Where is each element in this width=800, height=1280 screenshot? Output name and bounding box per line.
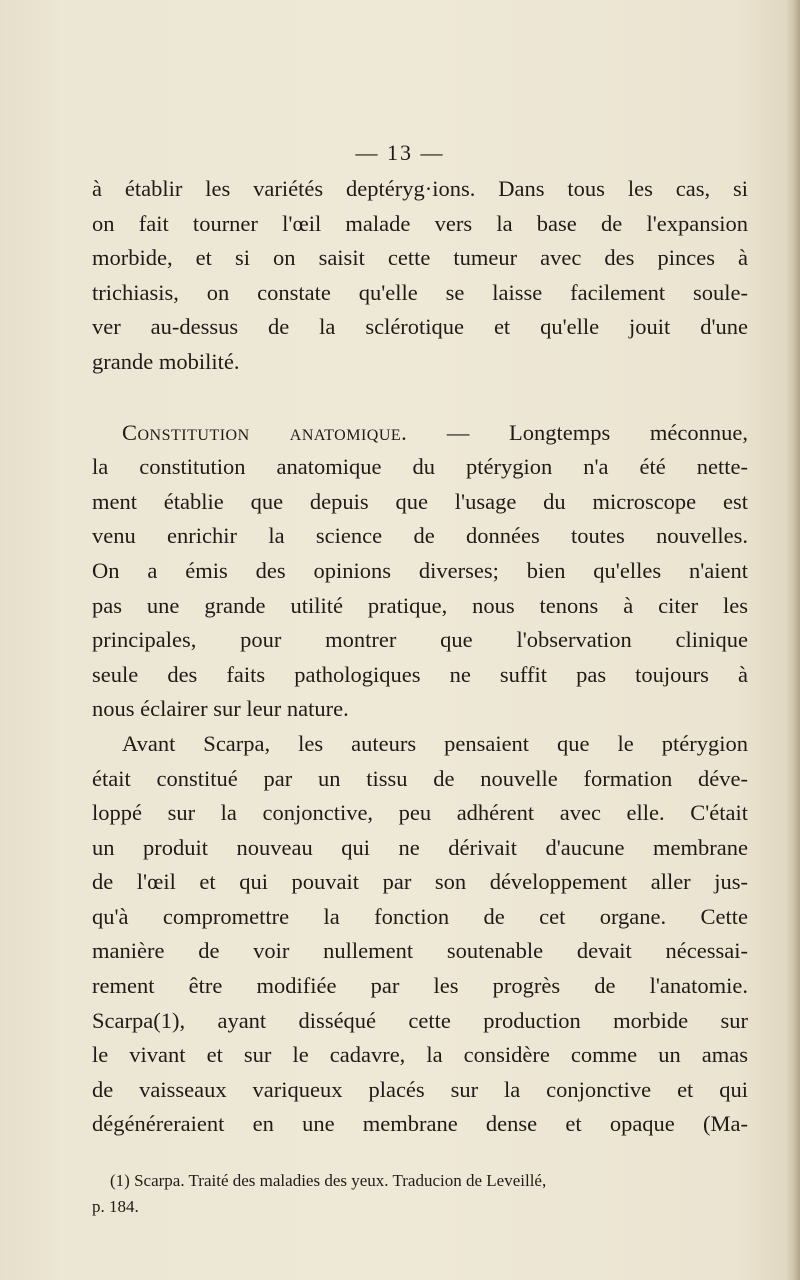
page-number: — 13 — xyxy=(355,140,445,165)
text-line: de vaisseaux variqueux placés sur la conjonctive et qui xyxy=(92,1076,748,1102)
text-line: était constitué par un tissu de nouvelle formation déve- xyxy=(92,765,748,791)
text-fragment: — Longtemps méconnue, xyxy=(446,419,749,445)
paragraph-1 xyxy=(92,172,748,380)
footnote-line: (1) Scarpa. Traité des maladies des yeux. Traducion de Leveillé, xyxy=(110,1171,547,1190)
text-line: nous éclairer sur leur nature. xyxy=(92,696,349,722)
text-line: un produit nouveau qui ne dérivait d'aucune membrane xyxy=(92,834,748,860)
paragraph-3 xyxy=(92,727,748,1142)
text-line: loppé sur la conjonctive, peu adhérent avec elle. C'était xyxy=(92,800,748,826)
text-line: on fait tourner l'œil malade vers la base de l'expansion xyxy=(92,210,748,236)
text-line: qu'à compromettre la fonction de cet organe. Cette xyxy=(92,903,748,929)
page-body xyxy=(92,172,748,1142)
text-line: pas une grande utilité pratique, nous tenons à citer les xyxy=(92,592,748,618)
text-line: le vivant et sur le cadavre, la considère comme un amas xyxy=(92,1042,748,1068)
text-line: morbide, et si on saisit cette tumeur avec des pinces à xyxy=(92,245,748,271)
text-line: dégénéreraient en une membrane dense et opaque (Ma- xyxy=(92,1111,748,1137)
section-heading-line xyxy=(92,416,748,451)
text-line: trichiasis, on constate qu'elle se laisse facilement soule- xyxy=(92,279,748,305)
footnote-line: p. 184. xyxy=(92,1197,139,1216)
paragraph-gap xyxy=(92,380,748,416)
text-line: On a émis des opinions diverses; bien qu'elles n'aient xyxy=(92,557,748,583)
text-line: principales, pour montrer que l'observation clinique xyxy=(92,627,748,653)
text-line: ver au-dessus de la sclérotique et qu'elle jouit d'une xyxy=(92,314,748,340)
paragraph-2 xyxy=(92,416,748,727)
text-line: ment établie que depuis que l'usage du microscope est xyxy=(92,488,748,514)
text-line: rement être modifiée par les progrès de l'anatomie. xyxy=(92,973,748,999)
page-edge-shadow xyxy=(786,0,800,1280)
text-line: venu enrichir la science de données toutes nouvelles. xyxy=(92,523,748,549)
text-line: la constitution anatomique du ptérygion n'a été nette- xyxy=(92,454,748,480)
text-line: Scarpa(1), ayant disséqué cette production morbide sur xyxy=(92,1007,748,1033)
text-line: seule des faits pathologiques ne suffit pas toujours à xyxy=(92,661,748,687)
text-line: grande mobilité. xyxy=(92,348,240,374)
text-line: à établir les variétés deptéryg·ions. Dans tous les cas, si xyxy=(92,176,748,201)
text-line: manière de voir nullement soutenable devait nécessai- xyxy=(92,938,748,964)
section-heading: Constitution anatomique. xyxy=(122,419,408,445)
text-line: de l'œil et qui pouvait par son développement aller jus- xyxy=(92,869,748,895)
footnote xyxy=(92,1168,740,1220)
text-line: Avant Scarpa, les auteurs pensaient que le ptérygion xyxy=(122,730,748,756)
